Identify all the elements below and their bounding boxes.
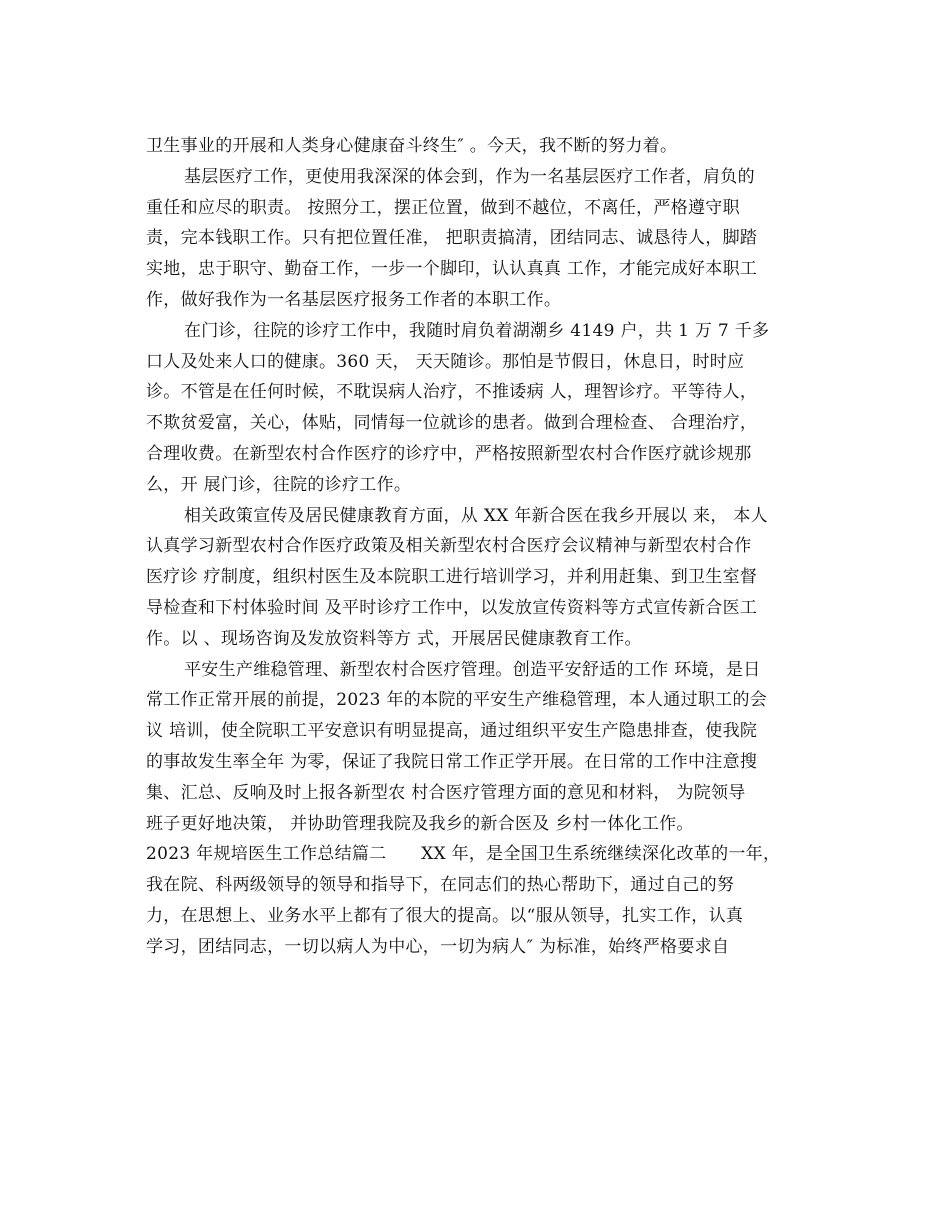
text-line: 在门诊，往院的诊疗工作中，我随时肩负着湖潮乡 4149 户，共 1 万 7 千多 — [184, 320, 770, 341]
document-body — [146, 131, 812, 963]
text-line: 作，做好我作为一名基层医疗报务工作者的本职工作。 — [146, 289, 562, 310]
text-line: 平安生产维稳管理、新型农村合医疗管理。创造平安舒适的工作 环境，是日 — [184, 659, 761, 680]
text-line: 实地，忠于职守、勤奋工作，一步一个脚印，认认真真 工作，才能完成好本职工 — [146, 259, 758, 280]
text-line: 相关政策宣传及居民健康教育方面，从 XX 年新合医在我乡开展以 来， 本人 — [184, 505, 768, 526]
text-line: 么，开 展门诊，往院的诊疗工作。 — [146, 474, 412, 495]
text-line: 卫生事业的开展和人类身心健康奋斗终生″ 。今天，我不断的努力着。 — [146, 136, 678, 156]
text-line: 我在院、科两级领导的领导和指导下，在同志们的热心帮助下，通过自己的努 — [146, 875, 735, 896]
text-line: 合理收费。在新型农村合作医疗的诊疗中，严格按照新型农村合作医疗就诊规那 — [146, 443, 752, 464]
text-line: 议 培训，使全院职工平安意识有明显提高，通过组织平安生产隐患排查，使我院 — [146, 721, 758, 742]
text-line: 集、汇总、反响及时上报各新型农 村合医疗管理方面的意见和材料， 为院领导 — [146, 782, 746, 803]
text-line: 作。以 、现场咨询及发放资料等方 式，开展居民健康教育工作。 — [146, 628, 642, 649]
text-line: 基层医疗工作，更使用我深深的体会到，作为一名基层医疗工作者，肩负的 — [184, 166, 755, 187]
text-line: 责，完本钱职工作。只有把位置任准， 把职责搞清，团结同志、诚恳待人，脚踏 — [146, 228, 758, 249]
text-line: 不欺贫爱富，关心，体贴，同情每一位就诊的患者。做到合理检查、 合理治疗， — [146, 413, 758, 434]
text-line: 口人及处来人口的健康。360 天， 天天随诊。那怕是节假日，休息日，时时应 — [146, 351, 745, 372]
text-line: 认真学习新型农村合作医疗政策及相关新型农村合医疗会议精神与新型农村合作 — [146, 536, 752, 557]
text-line: 的事故发生率全年 为零，保证了我院日常工作正学开展。在日常的工作中注意搜 — [146, 751, 758, 772]
text-line: 力，在思想上、业务水平上都有了很大的提高。以“服从领导，扎实工作，认真 — [146, 905, 744, 926]
text-line: 2023 年规培医生工作总结篇二 XX 年，是全国卫生系统继续深化改革的一年， — [146, 844, 781, 865]
text-line: 重任和应尽的职责。 按照分工，摆正位置，做到不越位，不离任，严格遵守职 — [146, 197, 740, 218]
text-line: 诊。不管是在任何时候，不耽误病人治疗，不推诿病 人，理智诊疗。平等待人， — [146, 382, 758, 403]
text-line: 班子更好地决策， 并协助管理我院及我乡的新合医及 乡村一体化工作。 — [146, 813, 694, 834]
text-line: 医疗诊 疗制度，组织村医生及本院职工进行培训学习，并利用赶集、到卫生室督 — [146, 567, 758, 588]
text-line: 导检查和下村体验时间 及平时诊疗工作中，以发放宣传资料等方式宣传新合医工 — [146, 597, 758, 618]
text-line: 常工作正常开展的前提，2023 年的本院的平安生产维稳管理，本人通过职工的会 — [146, 690, 768, 711]
text-line: 学习，团结同志，一切以病人为中心，一切为病人″ 为标准，始终严格要求自 — [146, 936, 730, 957]
